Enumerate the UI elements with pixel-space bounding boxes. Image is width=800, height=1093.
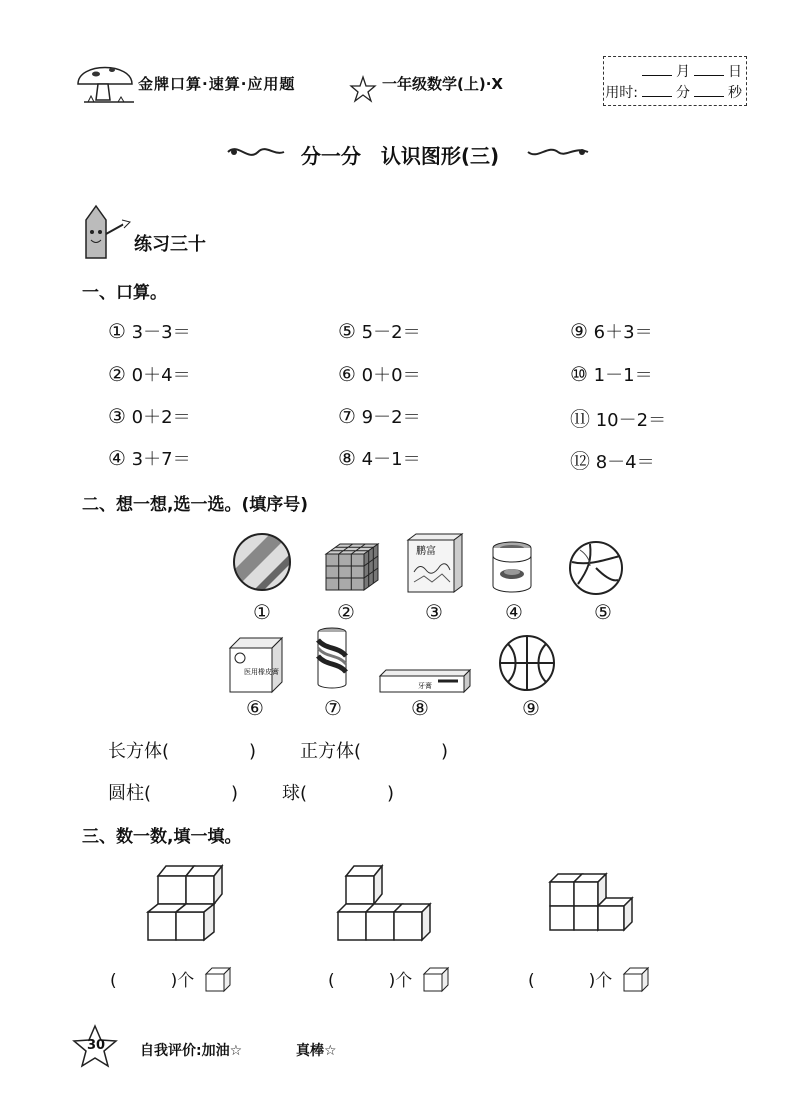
pencil-mascot-icon xyxy=(76,204,134,260)
box-icon xyxy=(406,532,464,594)
box-brand-text: 鹏富 xyxy=(416,546,436,557)
section1-title: 一、口算。 xyxy=(82,283,167,303)
time-label: 用时: xyxy=(605,85,638,101)
drink-can-icon xyxy=(314,626,350,692)
fill-cuboid: 长方体( ) xyxy=(108,741,257,762)
star-icon xyxy=(350,76,376,102)
book-series-title: 金牌口算·速算·应用题 xyxy=(138,75,296,93)
basketball-icon xyxy=(498,634,556,692)
striped-ball-icon xyxy=(232,532,292,592)
page-number: 30 xyxy=(86,1038,106,1053)
cube-stack-b xyxy=(334,860,438,944)
calc-item-5: ⑤ 5－2＝ xyxy=(338,319,421,343)
calc-item-1: ① 3－3＝ xyxy=(108,319,191,343)
fill-sphere: 球( ) xyxy=(282,783,395,804)
item-label-3: ③ xyxy=(425,600,443,624)
item-label-7: ⑦ xyxy=(324,696,342,720)
cube-stack-a xyxy=(140,860,230,944)
item-label-4: ④ xyxy=(505,600,523,624)
mushroom-icon xyxy=(74,56,138,106)
calc-item-10: ⑩ 1－1＝ xyxy=(570,362,653,386)
grade-title: 一年级数学(上)·X xyxy=(382,75,503,93)
rubiks-cube-icon xyxy=(322,540,380,592)
great-rating: 真棒☆ xyxy=(296,1043,337,1059)
toothpaste-box-icon xyxy=(378,668,472,694)
right-flourish-icon xyxy=(526,140,590,164)
day-label: 日 xyxy=(728,64,742,80)
can-icon xyxy=(490,540,534,594)
fill-cylinder: 圆柱( ) xyxy=(108,783,239,804)
item-label-8: ⑧ xyxy=(411,696,429,720)
calc-item-6: ⑥ 0＋0＝ xyxy=(338,362,421,386)
cube-box-icon xyxy=(228,636,284,694)
item-label-2: ② xyxy=(337,600,355,624)
cube-stack-c xyxy=(544,866,640,942)
calc-item-4: ④ 3＋7＝ xyxy=(108,446,191,470)
exercise-title: 练习三十 xyxy=(134,234,206,255)
section3-title: 三、数一数,填一填。 xyxy=(82,827,242,847)
date-time-box xyxy=(603,56,747,106)
item-label-1: ① xyxy=(253,600,271,624)
calc-item-3: ③ 0＋2＝ xyxy=(108,404,191,428)
calc-item-7: ⑦ 9－2＝ xyxy=(338,404,421,428)
calc-item-2: ② 0＋4＝ xyxy=(108,362,191,386)
item-label-6: ⑥ xyxy=(246,696,264,720)
count-c: ( )个 xyxy=(528,971,613,991)
self-evaluation: 自我评价:加油☆ xyxy=(140,1043,243,1059)
toothpaste-text: 牙膏 xyxy=(418,682,432,690)
minute-label: 分 xyxy=(676,85,690,101)
calc-item-9: ⑨ 6＋3＝ xyxy=(570,319,653,343)
calc-item-12: ⑫ 8－4＝ xyxy=(570,449,655,473)
count-a: ( )个 xyxy=(110,971,195,991)
calc-item-8: ⑧ 4－1＝ xyxy=(338,446,421,470)
item-label-9: ⑨ xyxy=(522,696,540,720)
volleyball-icon xyxy=(568,540,624,596)
unit-cube-icon xyxy=(204,966,232,992)
month-label: 月 xyxy=(676,64,690,80)
lesson-title: 分一分 认识图形(三) xyxy=(300,144,500,168)
unit-cube-icon xyxy=(622,966,650,992)
second-label: 秒 xyxy=(728,85,742,101)
box-label-text: 医用橡皮膏 xyxy=(244,668,279,676)
fill-cube: 正方体( ) xyxy=(300,741,449,762)
item-label-5: ⑤ xyxy=(594,600,612,624)
section2-title: 二、想一想,选一选。(填序号) xyxy=(82,495,308,515)
count-b: ( )个 xyxy=(328,971,413,991)
calc-item-11: ⑪ 10－2＝ xyxy=(570,407,667,431)
unit-cube-icon xyxy=(422,966,450,992)
